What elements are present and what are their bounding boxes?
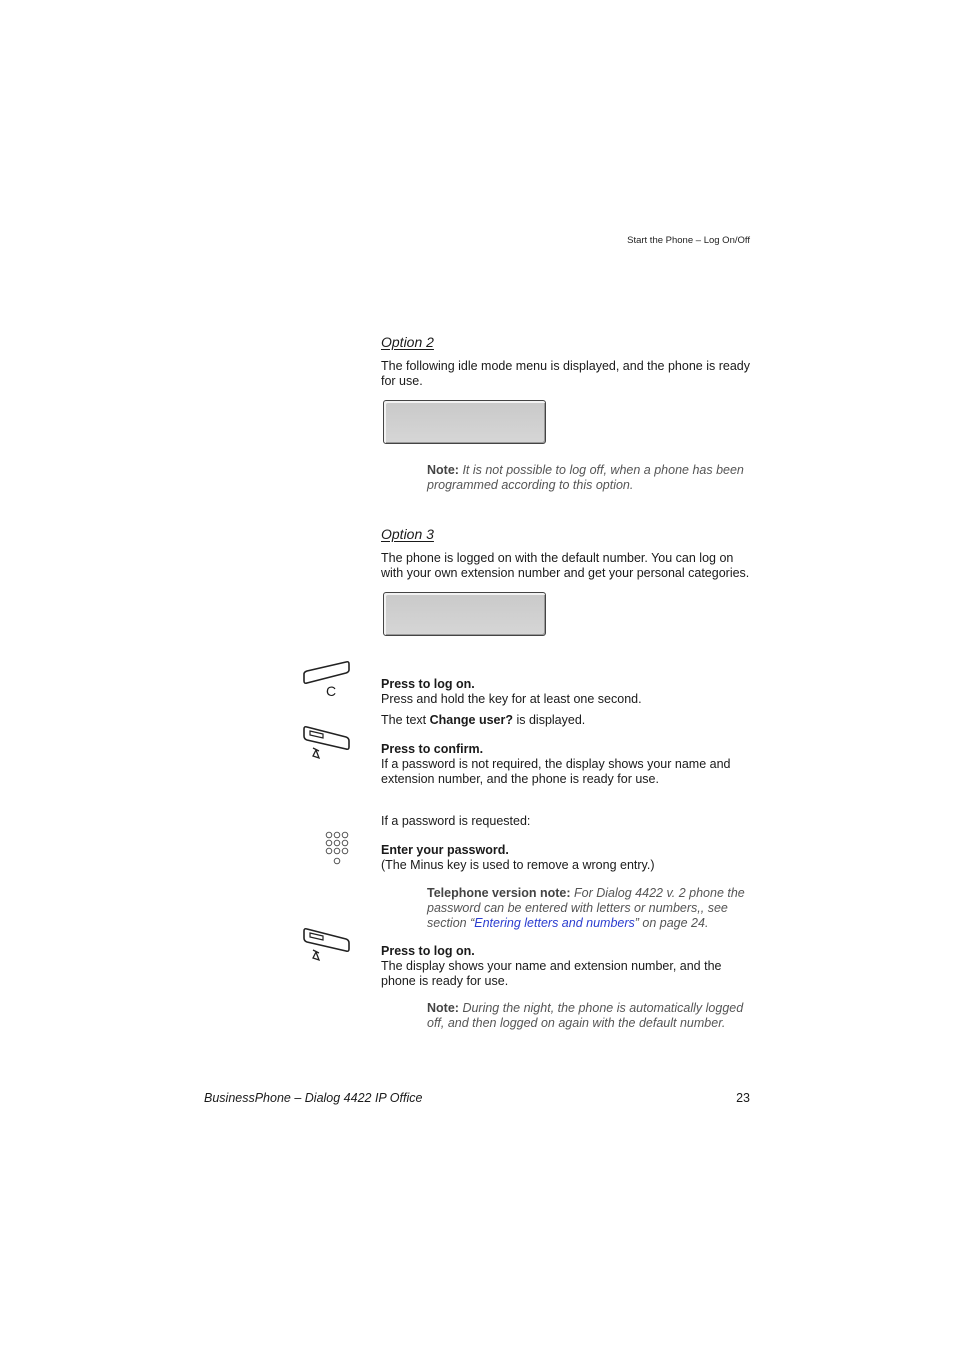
note-text: It is not possible to log off, when a phone has been programmed according to this option. [427, 463, 744, 492]
step-log-on [381, 677, 753, 707]
step-title: Enter your password. [381, 843, 509, 857]
footer-doc-title: BusinessPhone – Dialog 4422 IP Office [204, 1091, 423, 1105]
step-text: The display shows your name and extension number, and the phone is ready for use. [381, 959, 722, 988]
step-text: (The Minus key is used to remove a wrong entry.) [381, 858, 655, 872]
step-text: Press and hold the key for at least one second. [381, 692, 642, 706]
note-label: Note: [427, 1001, 459, 1015]
option-3-title: Option 3 [381, 526, 434, 542]
option-2-text: The following idle mode menu is displayed, and the phone is ready for use. [381, 359, 750, 388]
note-label: Telephone version note: [427, 886, 571, 900]
entering-letters-link[interactable]: Entering letters and numbers [474, 916, 635, 930]
note-text: For Dialog 4422 v. 2 phone the password can be entered with letters or numbers,, see section “Entering letters and numbers” on page 24. [427, 886, 745, 930]
default-display-screen [383, 592, 546, 636]
step-title: Press to log on. [381, 677, 475, 691]
running-header: Start the Phone – Log On/Off [627, 235, 750, 246]
softkey-icon [300, 924, 352, 964]
step-log-on-2 [381, 944, 753, 989]
option-2-note [427, 463, 753, 493]
option-3-text: The phone is logged on with the default number. You can log on with your own extension number and get your personal categories. [381, 551, 750, 580]
softkey-icon [300, 722, 352, 762]
note-label: Note: [427, 463, 459, 477]
step-confirm [381, 742, 753, 787]
clear-key-label: C [326, 683, 337, 699]
idle-display-screen [383, 400, 546, 444]
change-user-text: The text Change user? is displayed. [381, 713, 586, 727]
keypad-icon [324, 830, 350, 866]
night-note [427, 1001, 753, 1031]
password-requested-text: If a password is requested: [381, 814, 531, 828]
note-text: During the night, the phone is automatically logged off, and then logged on again with the default number. [427, 1001, 744, 1030]
step-enter-password [381, 843, 753, 873]
step-title: Press to log on. [381, 944, 475, 958]
step-text: If a password is not required, the display shows your name and extension number, and the phone is ready for use. [381, 757, 731, 786]
step-title: Press to confirm. [381, 742, 484, 756]
page-number: 23 [736, 1091, 750, 1105]
telephone-version-note [427, 886, 753, 931]
option-2-title: Option 2 [381, 334, 434, 350]
